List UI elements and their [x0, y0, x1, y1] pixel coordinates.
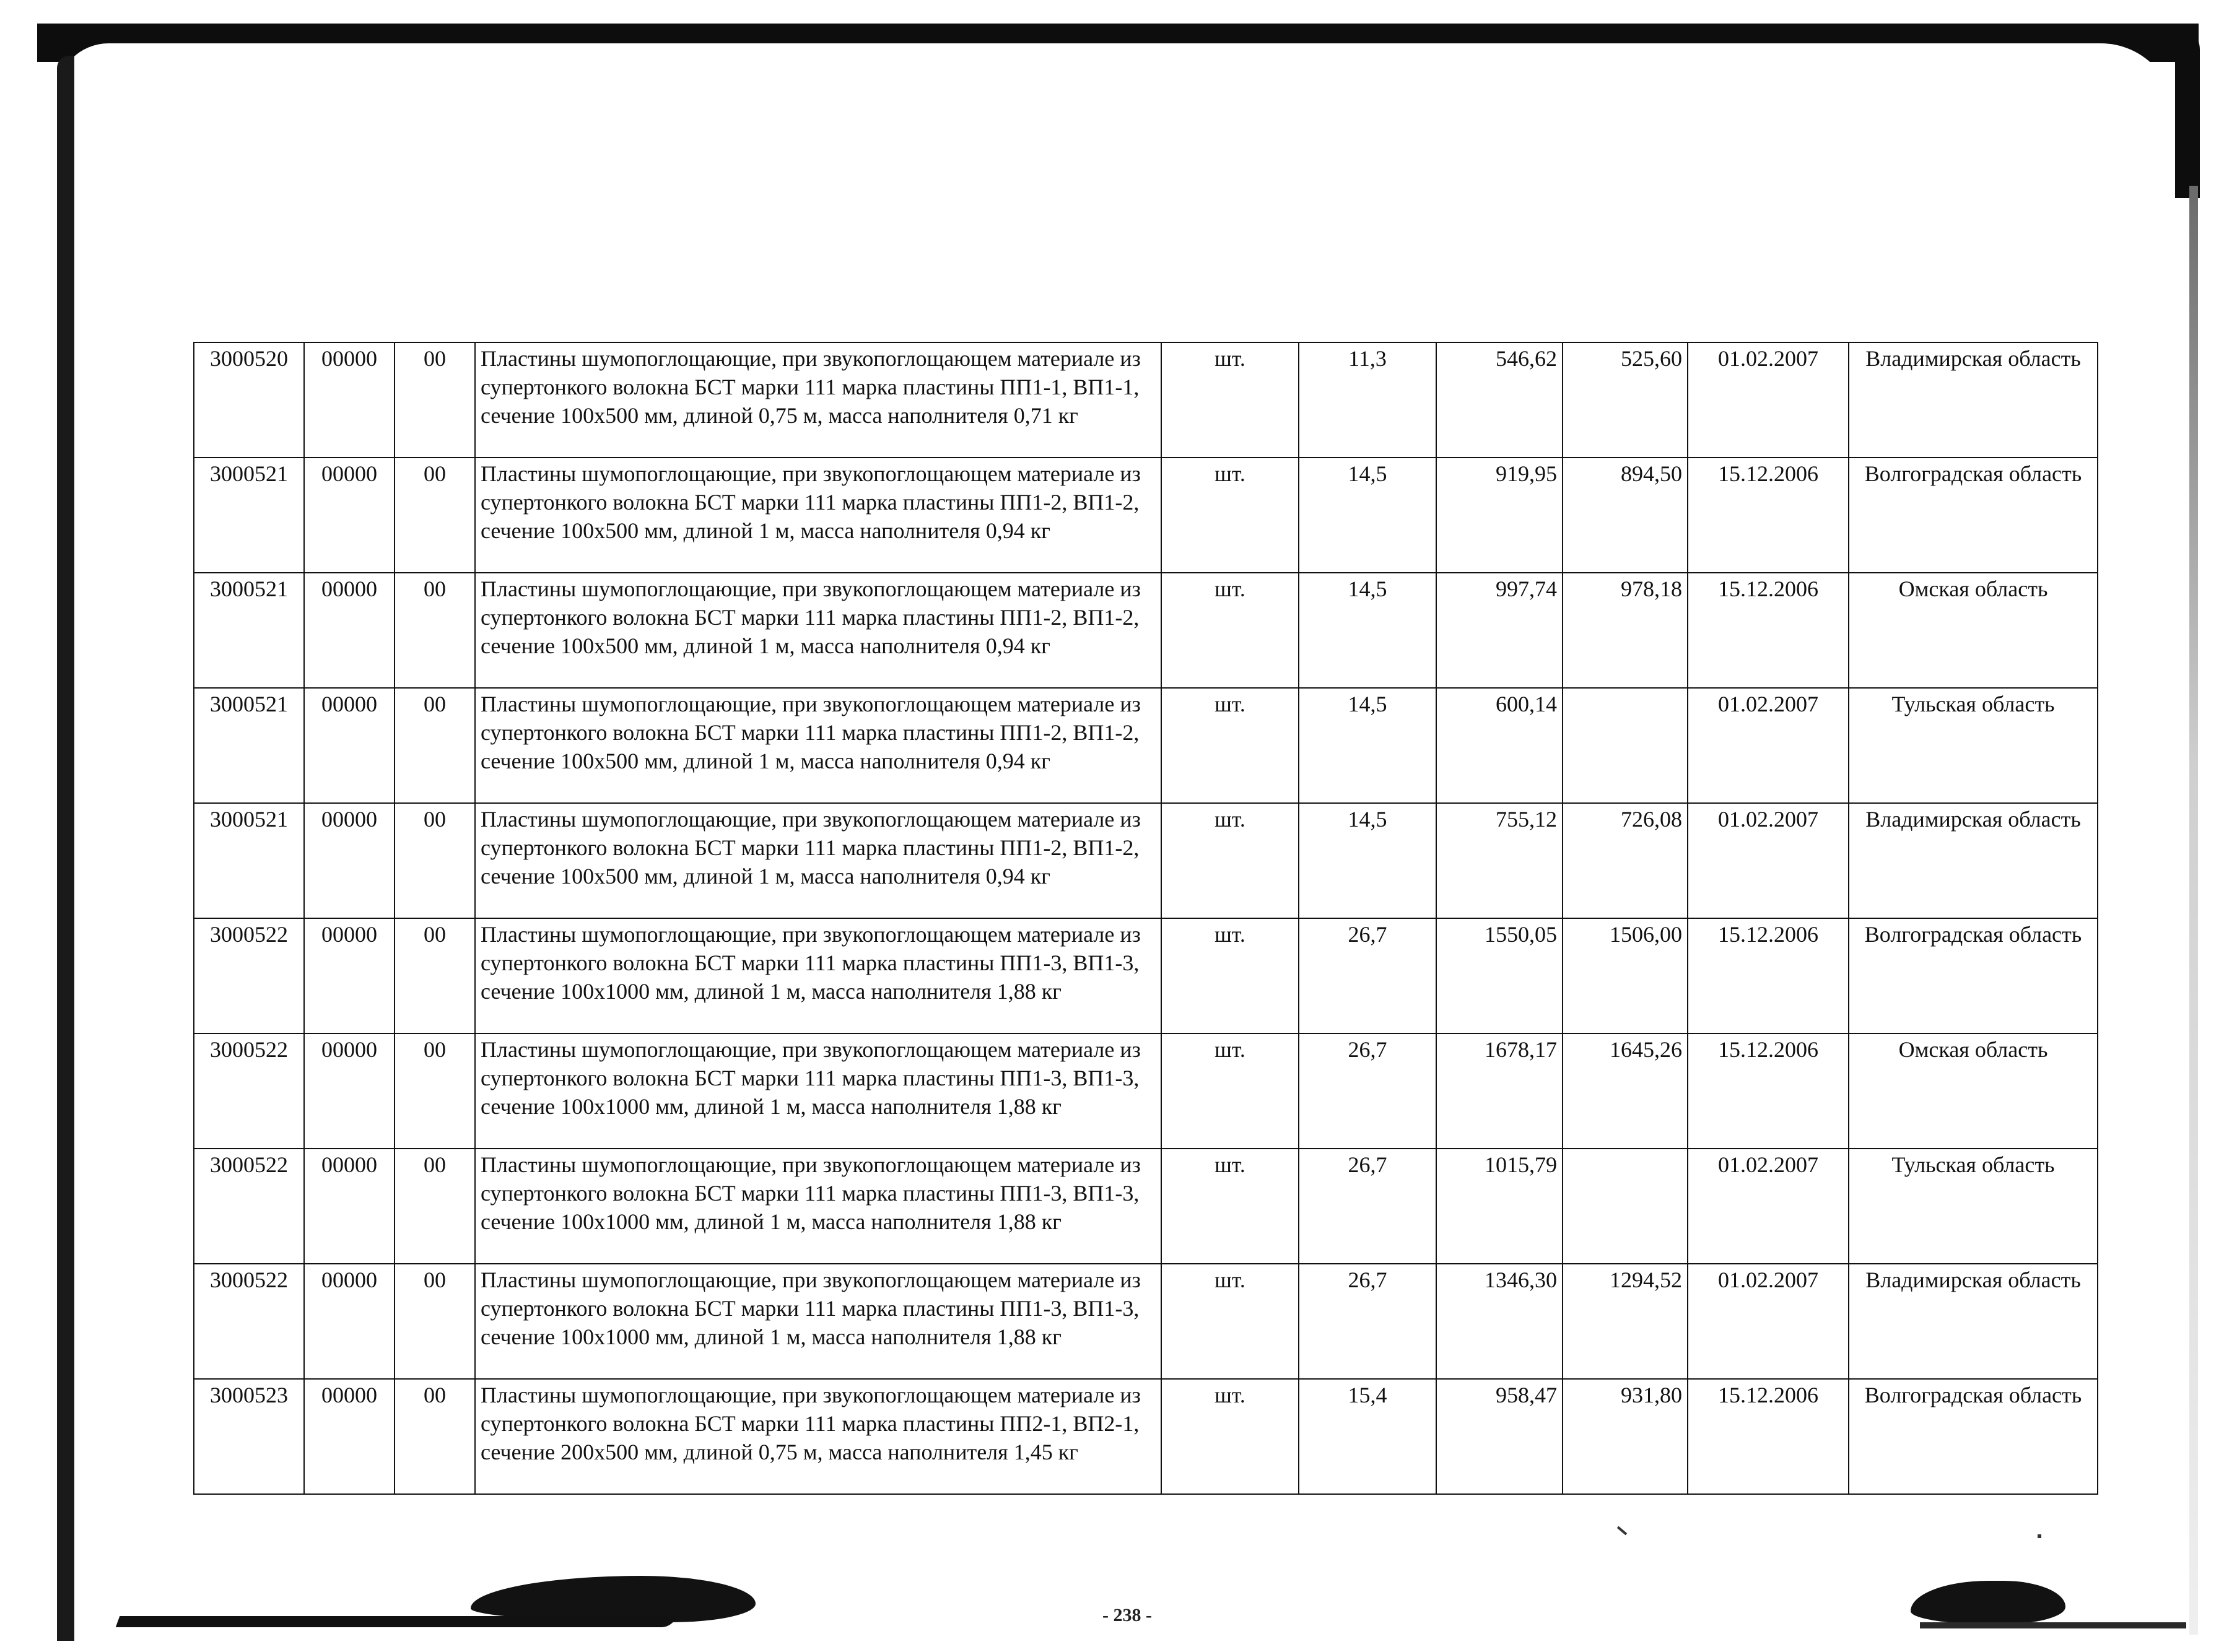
item-code-cell: 3000522: [194, 1033, 304, 1149]
region-cell: Владимирская область: [1849, 1264, 2098, 1379]
price-cell: 919,95: [1436, 458, 1563, 573]
date-cell: 15.12.2006: [1688, 573, 1849, 688]
unit-cell: шт.: [1161, 688, 1299, 803]
description-cell: Пластины шумопоглощающие, при звукопоглощающем материале из супертонкого волокна БСТ марки 111 марка пластины ПП1-2, ВП1-2, сечение 100x500 мм, длиной 1 м, масса наполнителя 0,94 кг: [475, 803, 1161, 918]
price-cell: 1678,17: [1436, 1033, 1563, 1149]
weight-cell: 26,7: [1299, 1264, 1436, 1379]
subcode-cell: 00000: [304, 458, 395, 573]
scan-border-left: [57, 56, 74, 1641]
price-alt-cell: 931,80: [1563, 1379, 1688, 1494]
subcode-cell: 00000: [304, 918, 395, 1033]
description-cell: Пластины шумопоглощающие, при звукопоглощающем материале из супертонкого волокна БСТ марки 111 марка пластины ПП1-2, ВП1-2, сечение 100x500 мм, длиной 1 м, масса наполнителя 0,94 кг: [475, 688, 1161, 803]
price-alt-cell: 726,08: [1563, 803, 1688, 918]
subcode-cell: 00000: [304, 1379, 395, 1494]
region-cell: Тульская область: [1849, 688, 2098, 803]
scan-border-bottom-right: [1920, 1622, 2186, 1628]
item-code-cell: 3000521: [194, 573, 304, 688]
price-alt-cell: 978,18: [1563, 573, 1688, 688]
unit-cell: шт.: [1161, 342, 1299, 458]
subcode2-cell: 00: [395, 1379, 475, 1494]
description-cell: Пластины шумопоглощающие, при звукопоглощающем материале из супертонкого волокна БСТ марки 111 марка пластины ПП1-3, ВП1-3, сечение 100x1000 мм, длиной 1 м, масса наполнителя 1,88 кг: [475, 1264, 1161, 1379]
region-cell: Владимирская область: [1849, 342, 2098, 458]
subcode2-cell: 00: [395, 803, 475, 918]
table-row: [194, 342, 2098, 458]
weight-cell: 15,4: [1299, 1379, 1436, 1494]
description-cell: Пластины шумопоглощающие, при звукопоглощающем материале из супертонкого волокна БСТ марки 111 марка пластины ПП2-1, ВП2-1, сечение 200x500 мм, длиной 0,75 м, масса наполнителя 1,45 кг: [475, 1379, 1161, 1494]
subcode2-cell: 00: [395, 918, 475, 1033]
price-cell: 1346,30: [1436, 1264, 1563, 1379]
item-code-cell: 3000522: [194, 918, 304, 1033]
page-number: - 238 -: [1102, 1605, 1152, 1625]
unit-cell: шт.: [1161, 573, 1299, 688]
scan-border-bottom-left: [116, 1616, 678, 1627]
subcode-cell: 00000: [304, 573, 395, 688]
price-alt-cell: [1563, 1149, 1688, 1264]
unit-cell: шт.: [1161, 1264, 1299, 1379]
weight-cell: 14,5: [1299, 573, 1436, 688]
date-cell: 01.02.2007: [1688, 1149, 1849, 1264]
price-alt-cell: 894,50: [1563, 458, 1688, 573]
subcode-cell: 00000: [304, 1033, 395, 1149]
price-cell: 1015,79: [1436, 1149, 1563, 1264]
price-cell: 958,47: [1436, 1379, 1563, 1494]
weight-cell: 14,5: [1299, 688, 1436, 803]
date-cell: 01.02.2007: [1688, 1264, 1849, 1379]
region-cell: Волгоградская область: [1849, 458, 2098, 573]
region-cell: Волгоградская область: [1849, 1379, 2098, 1494]
date-cell: 15.12.2006: [1688, 918, 1849, 1033]
table-row: [194, 688, 2098, 803]
region-cell: Тульская область: [1849, 1149, 2098, 1264]
item-code-cell: 3000521: [194, 803, 304, 918]
price-alt-cell: 525,60: [1563, 342, 1688, 458]
item-code-cell: 3000522: [194, 1264, 304, 1379]
unit-cell: шт.: [1161, 1379, 1299, 1494]
table-row: [194, 803, 2098, 918]
item-code-cell: 3000523: [194, 1379, 304, 1494]
scan-border-right-corner: [2175, 25, 2200, 198]
description-cell: Пластины шумопоглощающие, при звукопоглощающем материале из супертонкого волокна БСТ марки 111 марка пластины ПП1-3, ВП1-3, сечение 100x1000 мм, длиной 1 м, масса наполнителя 1,88 кг: [475, 1033, 1161, 1149]
table-row: [194, 1264, 2098, 1379]
subcode-cell: 00000: [304, 1264, 395, 1379]
unit-cell: шт.: [1161, 803, 1299, 918]
subcode2-cell: 00: [395, 342, 475, 458]
description-cell: Пластины шумопоглощающие, при звукопоглощающем материале из супертонкого волокна БСТ марки 111 марка пластины ПП1-2, ВП1-2, сечение 100x500 мм, длиной 1 м, масса наполнителя 0,94 кг: [475, 458, 1161, 573]
table-row: [194, 1379, 2098, 1494]
table-row: [194, 1149, 2098, 1264]
price-alt-cell: 1506,00: [1563, 918, 1688, 1033]
item-code-cell: 3000521: [194, 688, 304, 803]
scan-page-curl: [57, 43, 2175, 118]
description-cell: Пластины шумопоглощающие, при звукопоглощающем материале из супертонкого волокна БСТ марки 111 марка пластины ПП1-2, ВП1-2, сечение 100x500 мм, длиной 1 м, масса наполнителя 0,94 кг: [475, 573, 1161, 688]
weight-cell: 14,5: [1299, 458, 1436, 573]
subcode2-cell: 00: [395, 688, 475, 803]
weight-cell: 26,7: [1299, 1033, 1436, 1149]
date-cell: 15.12.2006: [1688, 458, 1849, 573]
weight-cell: 11,3: [1299, 342, 1436, 458]
price-alt-cell: 1294,52: [1563, 1264, 1688, 1379]
table-row: [194, 918, 2098, 1033]
scan-smudge-right: [1911, 1581, 2065, 1624]
date-cell: 01.02.2007: [1688, 688, 1849, 803]
scan-border-right-edge: [2189, 186, 2198, 1635]
table-row: [194, 458, 2098, 573]
date-cell: 01.02.2007: [1688, 803, 1849, 918]
price-cell: 997,74: [1436, 573, 1563, 688]
unit-cell: шт.: [1161, 458, 1299, 573]
subcode2-cell: 00: [395, 458, 475, 573]
unit-cell: шт.: [1161, 1149, 1299, 1264]
price-alt-cell: 1645,26: [1563, 1033, 1688, 1149]
date-cell: 01.02.2007: [1688, 342, 1849, 458]
item-code-cell: 3000521: [194, 458, 304, 573]
region-cell: Омская область: [1849, 573, 2098, 688]
date-cell: 15.12.2006: [1688, 1379, 1849, 1494]
subcode2-cell: 00: [395, 1033, 475, 1149]
description-cell: Пластины шумопоглощающие, при звукопоглощающем материале из супертонкого волокна БСТ марки 111 марка пластины ПП1-3, ВП1-3, сечение 100x1000 мм, длиной 1 м, масса наполнителя 1,88 кг: [475, 1149, 1161, 1264]
price-cell: 600,14: [1436, 688, 1563, 803]
weight-cell: 26,7: [1299, 1149, 1436, 1264]
weight-cell: 26,7: [1299, 918, 1436, 1033]
price-cell: 546,62: [1436, 342, 1563, 458]
subcode2-cell: 00: [395, 1149, 475, 1264]
unit-cell: шт.: [1161, 918, 1299, 1033]
item-code-cell: 3000520: [194, 342, 304, 458]
description-cell: Пластины шумопоглощающие, при звукопоглощающем материале из супертонкого волокна БСТ марки 111 марка пластины ПП1-3, ВП1-3, сечение 100x1000 мм, длиной 1 м, масса наполнителя 1,88 кг: [475, 918, 1161, 1033]
subcode-cell: 00000: [304, 1149, 395, 1264]
table-row: [194, 1033, 2098, 1149]
region-cell: Омская область: [1849, 1033, 2098, 1149]
price-cell: 755,12: [1436, 803, 1563, 918]
table-row: [194, 573, 2098, 688]
region-cell: Волгоградская область: [1849, 918, 2098, 1033]
item-code-cell: 3000522: [194, 1149, 304, 1264]
region-cell: Владимирская область: [1849, 803, 2098, 918]
subcode-cell: 00000: [304, 688, 395, 803]
scan-speck: [1617, 1526, 1627, 1536]
unit-cell: шт.: [1161, 1033, 1299, 1149]
weight-cell: 14,5: [1299, 803, 1436, 918]
subcode-cell: 00000: [304, 803, 395, 918]
date-cell: 15.12.2006: [1688, 1033, 1849, 1149]
description-cell: Пластины шумопоглощающие, при звукопоглощающем материале из супертонкого волокна БСТ марки 111 марка пластины ПП1-1, ВП1-1, сечение 100x500 мм, длиной 0,75 м, масса наполнителя 0,71 кг: [475, 342, 1161, 458]
price-table: [193, 342, 2098, 1495]
subcode2-cell: 00: [395, 1264, 475, 1379]
scan-speck: [2038, 1534, 2041, 1538]
subcode-cell: 00000: [304, 342, 395, 458]
table-body: [194, 342, 2098, 1494]
subcode2-cell: 00: [395, 573, 475, 688]
price-alt-cell: [1563, 688, 1688, 803]
scan-smudge-left: [471, 1576, 756, 1622]
price-cell: 1550,05: [1436, 918, 1563, 1033]
